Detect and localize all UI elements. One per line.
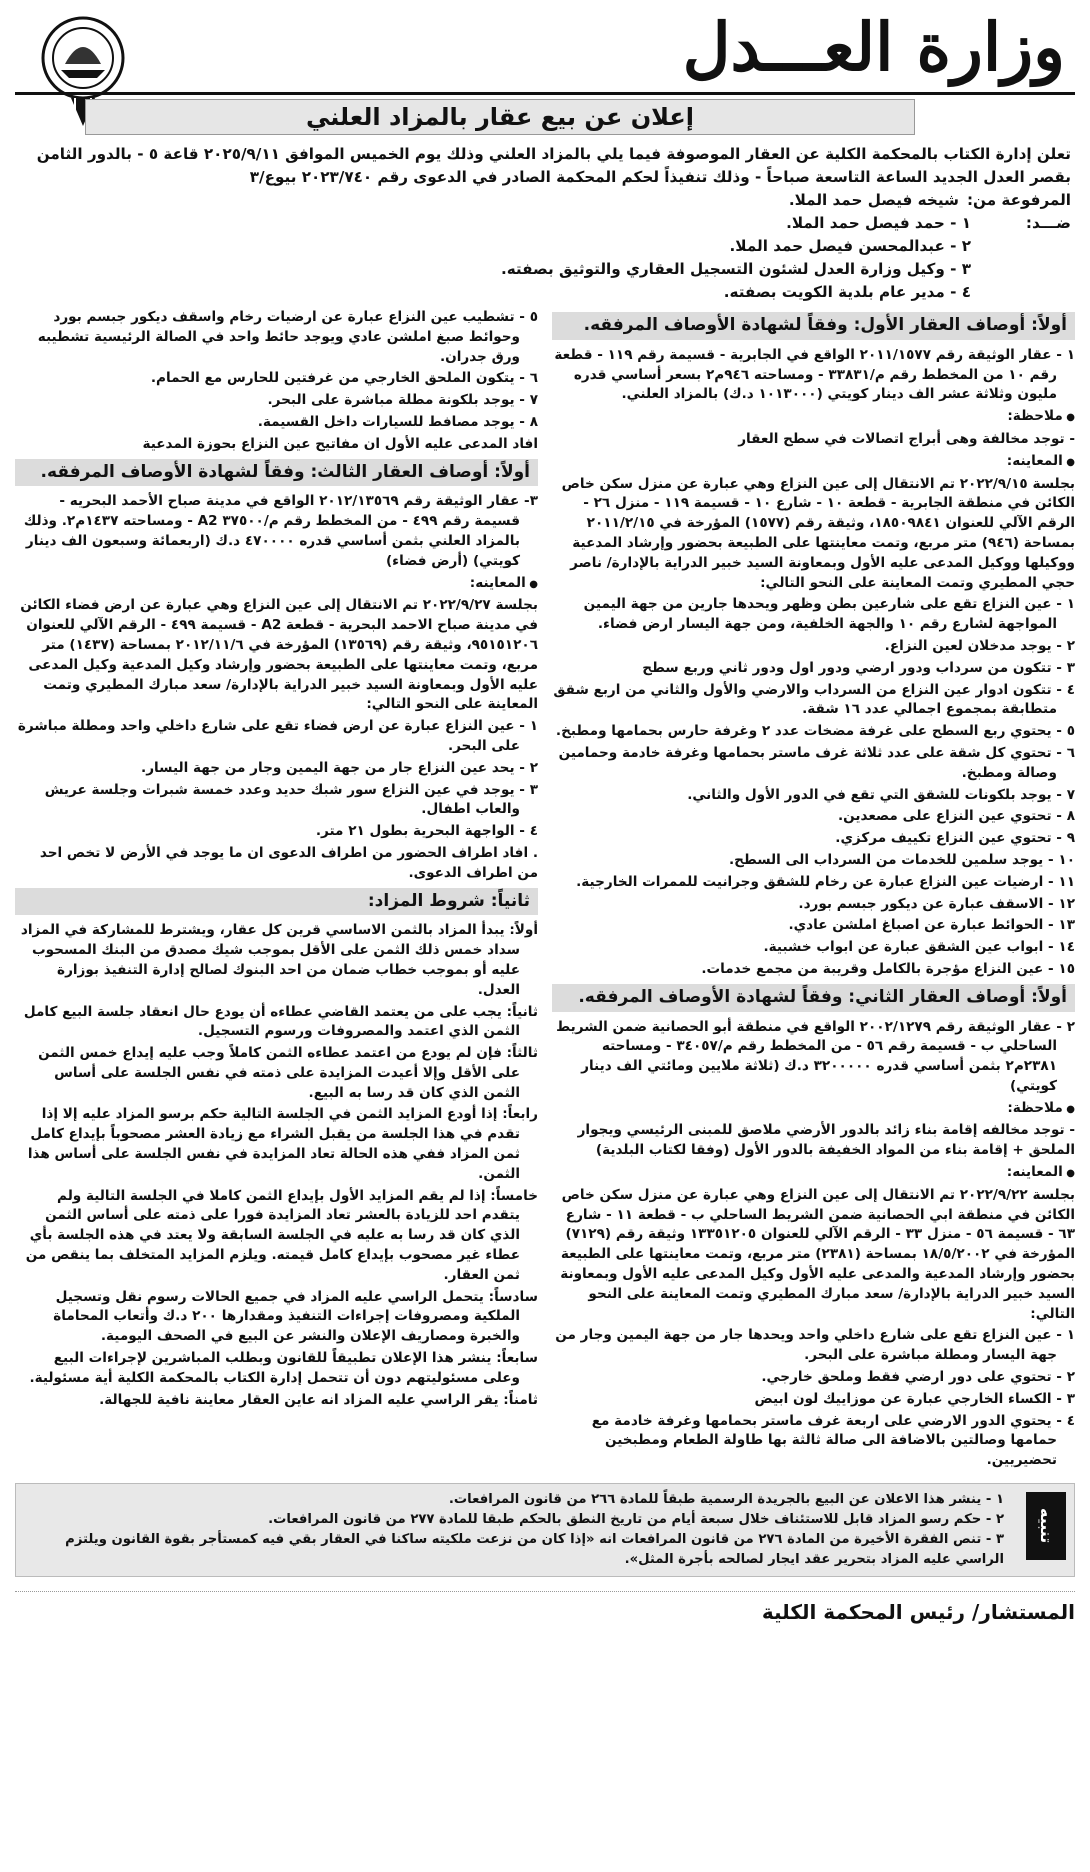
property-1-note-label: ● ملاحظة: (552, 407, 1075, 428)
defendant-1: ١ - حمد فيصل حمد الملا. (786, 214, 971, 232)
property-3-point: ٣ - يوجد في عين النزاع سور شبك حديد وعدد خمسة شبرات وجلسة عريش والعاب اطفال. (44, 781, 538, 818)
property-1-point: ٨ - تحتوي عين النزاع على مصعدين. (838, 808, 1075, 825)
header (15, 8, 1075, 95)
condition-item: ثالثاً: فإن لم يودع من اعتمد عطاءه الثمن كاملاً وجب عليه إيداع خمس الثمن على الأقل وإلا أعيدت المزايدة على ذمته في نفس الجلسة على أساس الثمن الذي كان قد رسا به البيع. (38, 1045, 538, 1101)
defendant-label: ضـــد: (1025, 214, 1071, 232)
defendant-2: ٢ - عبدالمحسن فيصل حمد الملا. (729, 237, 971, 255)
property-3-heading: أولاً: أوصاف العقار الثالث: وفقاً لشهادة الأوصاف المرفقه. (15, 459, 538, 487)
property-2-point: ٧ - يوجد بلكونة مطلة مباشرة على البحر. (267, 392, 538, 409)
property-2-heading: أولاً: أوصاف العقار الثاني: وفقاً لشهادة الأوصاف المرفقه. (552, 984, 1075, 1012)
condition-item: أولاً: يبدأ المزاد بالثمن الاساسي قرين كل عقار، ويشترط للمشاركة في المزاد سداد خمس ذلك الثمن على الأقل بموجب شيك مصدق من البنك المسحوب عليه أو بموجب خطاب ضمان من احد البنوك لصالح إدارة التنفيذ بوزارة العدل. (20, 922, 538, 998)
intro-opening: تعلن إدارة الكتاب بالمحكمة الكلية عن العقار الموصوفة فيما يلي بالمزاد العلني وذلك يوم الخميس الموافق ٢٠٢٥/٩/١١ قاعة ٥ - بالدور الثامن بقصر العدل الجديد الساعة التاسعة صباحاً - وذلك تنفيذاً لحكم المحكمة الصادر في الدعوى رقم ٢٠٢٣/٧٤٠ بيوع/٣ (36, 145, 1071, 186)
property-1-point: ١٤ - ابواب عين الشقق عبارة عن ابواب خشبية. (763, 939, 1075, 956)
legal-note: ١ - ينشر هذا الاعلان عن البيع بالجريدة الرسمية طبقاً للمادة ٢٦٦ من قانون المرافعات. (448, 1492, 1004, 1508)
property-2-point: ٨ - يوجد مصافط للسيارات داخل القسيمة. (257, 413, 538, 430)
legal-note: ٢ - حكم رسو المزاد قابل للاستئناف خلال سبعة أيام من تاريخ النطق بالحكم طبقا للمادة ٢٧٧ من قانون المرافعات. (268, 1512, 1004, 1528)
property-1-point: ١٢ - الاسقف عبارة عن ديكور جبسم بورد. (798, 895, 1075, 912)
plaintiff-name: شيخه فيصل حمد الملا. (788, 191, 959, 209)
property-3-point: ٢ - يحد عين النزاع جار من جهة اليمين وجار من جهة اليسار. (141, 759, 538, 776)
property-1-point: ٢ - يوجد مدخلان لعين النزاع. (884, 637, 1075, 654)
condition-item: سادساً: يتحمل الراسي عليه المزاد في جميع الحالات رسوم نقل وتسجيل الملكية ومصروفات إجراءات التنفيذ ومقدارها ٢٠٠ د.ك وأتعاب المحاماة والخبرة ومصاريف الإعلان والنشر عن البيع في الصحف اليومية. (53, 1288, 538, 1345)
property-1-point: ١٠ - يوجد سلمين للخدمات من السرداب الى السطح. (729, 851, 1075, 868)
right-column (552, 308, 1075, 1473)
property-1-point: ١٣ - الحوائط عبارة عن اصباغ املشن عادي. (788, 917, 1075, 934)
condition-item: ثامناً: يقر الراسي عليه المزاد انه عاين العقار معاينة نافية للجهالة. (99, 1391, 538, 1408)
conditions-heading: ثانياً: شروط المزاد: (15, 888, 538, 916)
defendant-4: ٤ - مدير عام بلدية الكويت بصفته. (723, 283, 971, 301)
signature: المستشار/ رئيس المحكمة الكلية (15, 1591, 1075, 1624)
property-1-point: ١ - عين النزاع تقع على شارعين بطن وظهر ويحدها جارين من جهة اليمين المواجهة لشارع رقم ١٠ والجهة الخلفية، ومن جهة اليسار ارض فضاء. (583, 596, 1075, 633)
property-2-point: ٣ - الكساء الخارجي عبارة عن موزاييك لون ابيض (754, 1390, 1075, 1407)
property-2-inspection: بجلسة ٢٠٢٢/٩/٢٢ تم الانتقال إلى عين النزاع وهي عبارة عن منزل سكن خاص الكائن في منطقة ابي الحصانية ضمن الشريط الساحلي ب - قطعة ١١ - شارع ٦٣ - قسيمة ٥٦ - منزل ٣٣ - الرقم الآلي للعنوان ١٣٣٥١٢٠٥ وثيقة رقم (٧١٢٩) المؤرخة في ١٨/٥/٢٠٠٢ بمساحة (٢٣٨١) متر مربع، وتمت معاينتها على الطبيعة بحضور وإرشاد المدعية والمدعى عليه الأول وكيل المدعى عليه الأول وبمعاونة السيد خبير الدراية بالإدارة/ سعد مبارك المطيري وتمت المعاينة على النحو التالي: (560, 1186, 1075, 1322)
ministry-title: وزارة العـــدل (682, 8, 1065, 86)
left-column (15, 308, 538, 1473)
announcement-title: إعلان عن بيع عقار بالمزاد العلني (85, 99, 915, 135)
property-2-note-label: ● ملاحظة: (552, 1099, 1075, 1120)
property-3-point: ١ - عين النزاع عبارة عن ارض فضاء تقع على شارع داخلي واحد ومطلة مباشرة على البحر. (17, 718, 538, 754)
property-3-description: ٣- عقار الوثيقة رقم ٢٠١٢/١٣٥٦٩ الواقع في مدينة صباح الأحمد البحريه - قسيمة رقم ٤٩٩ - من المخطط رقم م/٣٧٥٠٠ A2 - ومساحته ١٤٣٧م٢. وذلك بالمزاد العلني بثمن أساسي قدره ٤٧٠٠٠٠ د.ك (اربعمائة وسبعون الف دينار كويتي) (أرض فضاء) (23, 493, 538, 569)
condition-item: سابعاً: ينشر هذا الإعلان تطبيقاً للقانون وبطلب المباشرين لإجراءات البيع وعلى مسئوليتهم دون أن تتحمل إدارة الكتاب بالمحكمة الكلية أية مسئولية. (29, 1350, 538, 1386)
property-2-description: ٢ - عقار الوثيقة رقم ٢٠٠٢/١٢٧٩ الواقع في منطقة أبو الحصانية ضمن الشريط الساحلي ب - قسيمة رقم ٥٦ - من المخطط رقم م/٣٤٠٥٧ - ومساحته ٢٣٨١م٢ بثمن أساسي قدره ٣٢٠٠٠٠٠ د.ك (ثلاثة ملايين ومائتي الف دينار كويتي) (556, 1018, 1075, 1094)
intro (15, 143, 1075, 304)
property-3-inspection: بجلسة ٢٠٢٢/٩/٢٧ تم الانتقال إلى عين النزاع وهي عبارة عن ارض فضاء الكائن في مدينة صباح الاحمد البحرية - قطعة A2 - قسيمة ٤٩٩ - الرقم الآلي للعنوان ٩٥١٥١٢٠٦، وثيقة رقم (١٣٥٦٩) المؤرخة في ٢٠١٢/١١/٦ بمساحة (١٤٣٧) متر مربع، وتمت معاينتها على الطبيعة بحضور وإرشاد وكيل المدعية وكيل المدعى عليه الأول وبمعاونة السيد خبير الدراية بالإدارة/ سعد مبارك المطيري وتمت المعاينة على النحو التالي: (20, 597, 538, 713)
condition-item: رابعاً: إذا أودع المزايد الثمن في الجلسة التالية حكم برسو المزاد عليه إلا إذا تقدم في هذا الجلسة من يقبل الشراء مع زيادة العشر مصحوباً بإيداع كامل ثمن المزاد ففي هذه الحالة تعاد المزايدة في نفس الجلسة على أساس هذا الثمن. (27, 1106, 538, 1182)
property-2-note: - توجد مخالفه إقامة بناء زائد بالدور الأرضي ملاصق للمبنى الرئيسي ويجوار الملحق + إقامة بناء من المواد الخفيفة بالدور الأول (وفقا لكتاب البلدية) (577, 1122, 1075, 1159)
property-1-point: ٥ - يحتوي ربع السطح على غرفة مضخات عدد ٢ وغرفة حارس بحمامها ومطبخ. (555, 723, 1075, 740)
property-2-inspection-label: ● المعاينه: (552, 1163, 1075, 1184)
property-2-point: ٥ - تشطيب عين النزاع عبارة عن ارضيات رخام واسقف ديكور جبسم بورد وحوائط صبغ املشن عادي ويوجد حائط واحد في الصالة الرئيسية تشطيبه ورق جدران. (37, 309, 538, 365)
property-2-point: ٢ - تحتوي على دور ارضي فقط وملحق خارجي. (761, 1369, 1075, 1386)
columns (15, 308, 1075, 1473)
defendant-3: ٣ - وكيل وزارة العدل لشئون التسجيل العقاري والتوثيق بصفته. (500, 260, 971, 278)
property-1-point: ٤ - تتكون ادوار عين النزاع من السرداب والارضي والأول والثاني من اربع شقق متطابقة بمجموع اجمالي عدد ١٦ شقة. (553, 681, 1075, 718)
defendant-row (19, 212, 1071, 235)
property-3-point: ٤ - الواجهة البحرية بطول ٢١ متر. (315, 823, 538, 840)
property-1-point: ٩ - تحتوي عين النزاع تكييف مركزي. (835, 830, 1075, 847)
legal-note: ٣ - تنص الفقرة الأخيرة من المادة ٢٧٦ من قانون المرافعات انه «إذا كان من نزعت ملكيته ساكنا في العقار بقي فيه كمستأجر بقوة القانون ويلتزم الراسي عليه المزاد بتحرير عقد ايجار لصالحه بأجرة المثل». (65, 1532, 1004, 1568)
notes-tag: تنبيه (1026, 1492, 1066, 1560)
property-1-point: ١١ - ارضيات عين النزاع عبارة عن رخام للشقق وجرانيت للممرات الخارجية. (576, 873, 1075, 890)
plaintiff-row (19, 189, 1071, 212)
property-1-point: ٧ - يوجد بلكونات للشقق التي تقع في الدور الأول والثاني. (687, 786, 1075, 803)
property-1-inspection: بجلسة ٢٠٢٢/٩/١٥ تم الانتقال إلى عين النزاع وهي عبارة عن منزل سكن خاص الكائن في منطقة الجابرية - قطعة ١٠ - شارع ١٠ - قسيمة ١١٩ - منزل ٢٦ - الرقم الآلي للعنوان ١٨٥٠٩٨٤١، وثيقة رقم (١٥٧٧) المؤرخة في ٢٠١١/٢/١٥ بمساحة (٩٤٦) متر مربع، وتمت معاينتها على الطبيعة بحضور وإرشاد المدعية ووكيلها ووكيل المدعى عليه الأول وبمعاونة السيد خبير الدراية بالإدارة/ ناصر حجي المطيري وتمت المعاينة على النحو التالي: (561, 475, 1075, 591)
legal-notes-box (15, 1483, 1075, 1577)
property-2-final-note: افاد المدعى عليه الأول ان مفاتيح عين النزاع بحوزة المدعية (142, 435, 538, 452)
property-2-point: ١ - عين النزاع تقع على شارع داخلي واحد ويحدها جار من جهة اليمين وجار من جهة اليسار ومطلة مباشرة على البحر. (555, 1327, 1075, 1364)
property-3-final-note: . افاد اطراف الحضور من اطراف الدعوى ان ما يوجد في الأرض لا تخص احد من اطراف الدعوى. (39, 844, 538, 881)
property-2-point: ٤ - يحتوي الدور الارضي على اربعة غرف ماستر بحمامها وغرفة خادمة مع حمامها وصالتين بالاضافة الى صالة ثالثة بها طاولة الطعام ومطبخين تحضيريين. (591, 1412, 1075, 1469)
condition-item: ثانياً: يجب على من يعتمد القاضي عطاءه أن يودع حال انعقاد جلسة البيع كامل الثمن الذي اعتمد والمصروفات ورسوم التسجيل. (23, 1003, 538, 1040)
property-3-inspection-label: ● المعاينه: (15, 574, 538, 595)
plaintiff-label: المرفوعة من: (966, 191, 1071, 209)
property-1-point: ٦ - تحتوي كل شقة على عدد ثلاثة غرف ماستر بحمامها وغرفة خادمة وحمامين وصالة ومطبخ. (558, 744, 1075, 781)
property-1-point: ١٥ - عين النزاع مؤجرة بالكامل وقريبة من مجمع خدمات. (701, 960, 1075, 977)
property-1-note: - توجد مخالفة وهى أبراج اتصالات في سطح العقار (738, 430, 1075, 447)
property-1-inspection-label: ● المعاينه: (552, 452, 1075, 473)
property-1-point: ٣ - تتكون من سرداب ودور ارضي ودور اول ودور ثاني وربع سطح (642, 659, 1075, 676)
property-2-point: ٦ - يتكون الملحق الخارجي من غرفتين للحارس مع الحمام. (150, 370, 538, 387)
announcement-page (15, 8, 1075, 1854)
condition-item: خامساً: إذا لم يقم المزايد الأول بإيداع الثمن كاملا في الجلسة التالية ولم يتقدم احد للزيادة بالعشر تعاد المزايدة فورا على ذمته على أساس الثمن الذي كان قد رسا به عليه في الجلسة السابقة ولا يعتد في هذه الجلسة بأي عطاء غير مصحوب بإيداع كامل قيمته. ويلزم المزايد المتخلف بما ينقص من ثمن العقار. (25, 1187, 538, 1283)
property-1-heading: أولاً: أوصاف العقار الأول: وفقاً لشهادة الأوصاف المرفقه. (552, 312, 1075, 340)
property-1-description: ١ - عقار الوثيقة رقم ٢٠١١/١٥٧٧ الواقع في الجابرية - قسيمة رقم ١١٩ - قطعة رقم ١٠ من المخطط رقم م/٣٣٨٣١ - ومساحته ٩٤٦م٢ بسعر أساسي قدره مليون وثلاثة عشر الف دينار كويتي (١٠١٣٠٠٠ د.ك) بالمزاد العلني. (554, 346, 1075, 403)
